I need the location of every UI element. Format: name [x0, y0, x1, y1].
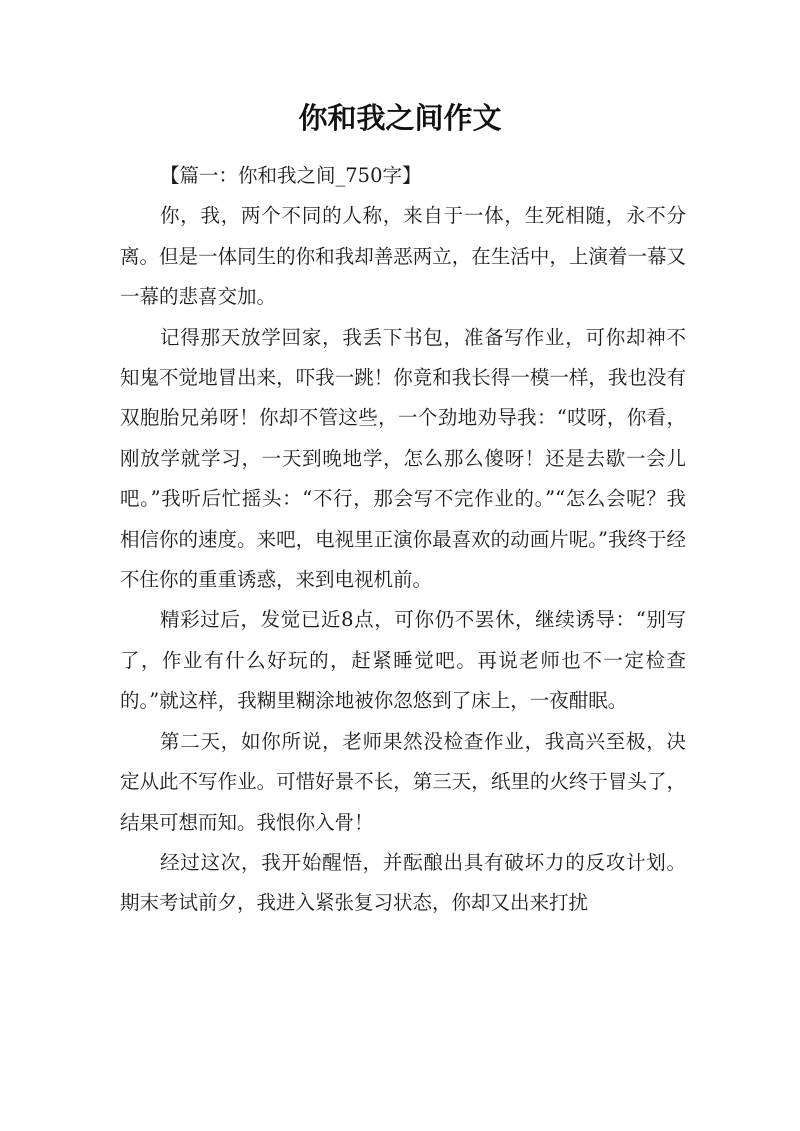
paragraph: 你，我，两个不同的人称，来自于一体，生死相随，永不分离。但是一体同生的你和我却善恶两立，在生活中，上演着一幕又一幕的悲喜交加。 [120, 204, 686, 309]
paragraph: 精彩过后，发觉已近8点，可你仍不罢休，继续诱导：“别写了，作业有什么好玩的，赶紧睡觉吧。再说老师也不一定检查的。”就这样，我糊里糊涂地被你忽悠到了床上，一夜酣眠。 [120, 608, 686, 713]
paragraph: 经过这次，我开始醒悟，并酝酿出具有破坏力的反攻计划。期末考试前夕，我进入紧张复习状态，你却又出来打扰 [120, 850, 686, 915]
paragraph: 第二天，如你所说，老师果然没检查作业，我高兴至极，决定从此不写作业。可惜好景不长，第三天，纸里的火终于冒头了，结果可想而知。我恨你入骨！ [120, 729, 686, 834]
paragraph: 记得那天放学回家，我丢下书包，准备写作业，可你却神不知鬼不觉地冒出来，吓我一跳！你竟和我长得一模一样，我也没有双胞胎兄弟呀！你却不管这些，一个劲地劝导我：“哎呀，你看，刚放学就学习，一天到晚地学，怎么那么傻呀！还是去歇一会儿吧。”我听后忙摇头：“不行，那会写不完作业的。”“怎么会呢？我相信你的速度。来吧，电视里正演你最喜欢的动画片呢。”我终于经不住你的重重诱惑，来到电视机前。 [120, 325, 686, 592]
section-heading: 【篇一：你和我之间_750字】 [160, 164, 422, 187]
document-title: 你和我之间作文 [298, 101, 502, 135]
document-body [120, 156, 686, 924]
